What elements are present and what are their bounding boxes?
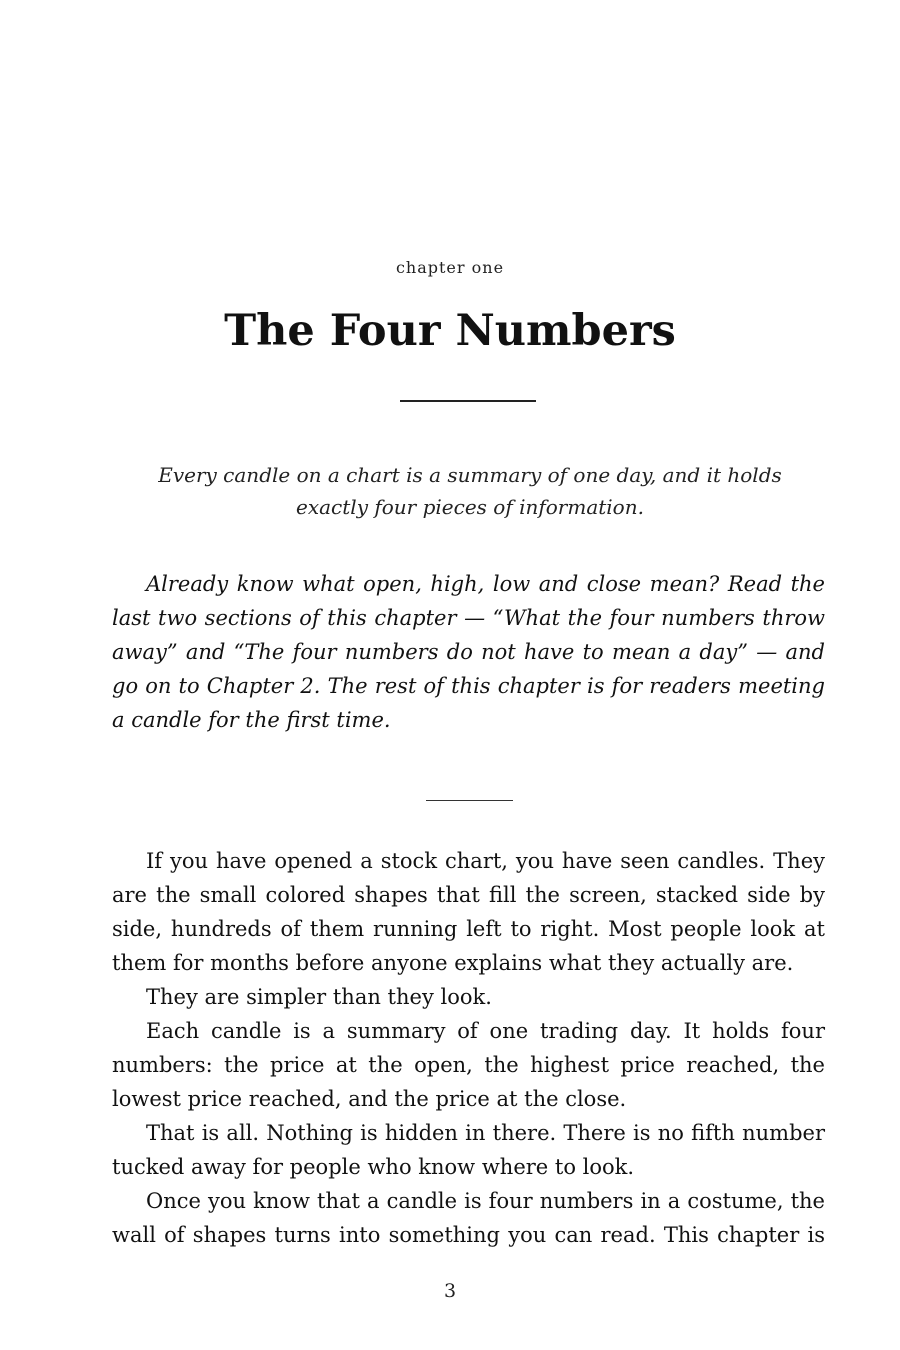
- body-text: [112, 844, 825, 1252]
- chapter-title: The Four Numbers: [224, 306, 676, 356]
- body-paragraph: That is all. Nothing is hidden in there. There is no fifth number tucked away for people who know where to look.: [112, 1121, 825, 1179]
- section-divider: [426, 800, 513, 801]
- body-paragraph: Once you know that a candle is four numbers in a costume, the wall of shapes turns into something you can read. This chapter is: [112, 1189, 825, 1247]
- title-divider: [400, 400, 536, 402]
- chapter-label: chapter one: [395, 258, 505, 277]
- body-paragraph: If you have opened a stock chart, you have seen candles. They are the small colored shapes that fill the screen, stacked side by side, hundreds of them running left to right. Most people look at them for months before anyone explains what they actually are.: [112, 849, 825, 975]
- body-paragraph: They are simpler than they look.: [146, 985, 492, 1009]
- reader-note: Already know what open, high, low and close mean? Read the last two sections of this chapter — “What the four numbers throw away” and “The four numbers do not have to mean a day” — and go on to Chapter 2. The rest of this chapter is for readers meeting a candle for the first time.: [112, 572, 825, 732]
- body-paragraph: Each candle is a summary of one trading day. It holds four numbers: the price at the open, the highest price reached, the lowest price reached, and the price at the close.: [112, 1019, 825, 1111]
- chapter-epigraph: Every candle on a chart is a summary of one day, and it holds exactly four pieces of information.: [158, 463, 782, 519]
- page-number: 3: [443, 1280, 457, 1302]
